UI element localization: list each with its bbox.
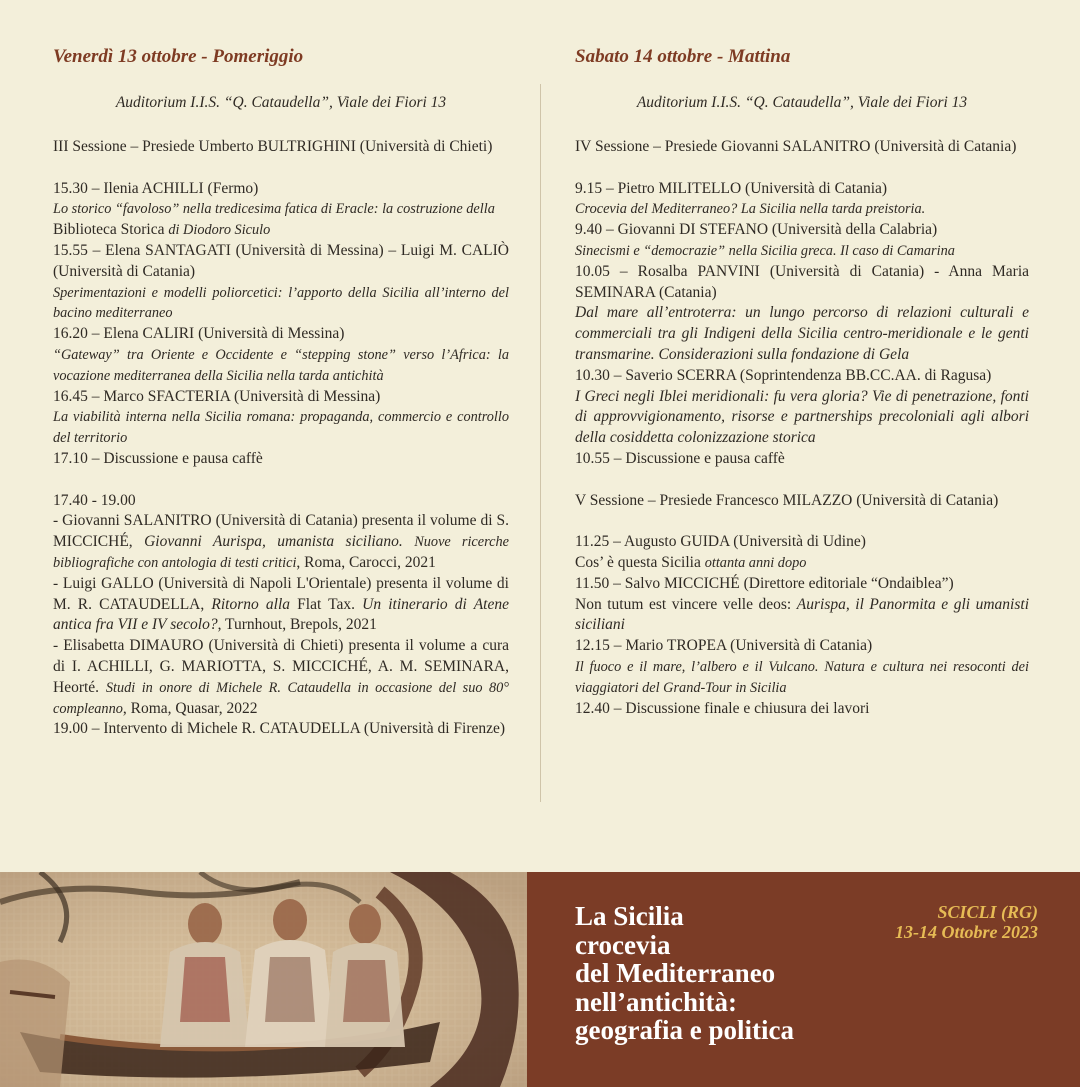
text-segment: 17.40 - 19.00 — [53, 491, 136, 509]
text-segment: Un itinerario di Atene antica fra VII e IV secolo? — [53, 595, 509, 634]
program-line — [575, 595, 1029, 637]
text-segment: La viabilità interna nella Sicilia romana: propaganda, commercio e controllo del territorio — [53, 409, 509, 447]
spacer — [53, 158, 509, 179]
conference-title — [575, 902, 875, 1045]
text-segment: - Luigi GALLO (Università di Napoli L'Orientale) presenta il volume di M. R. CATAUDELLA, — [53, 574, 509, 613]
text-segment: - Giovanni SALANITRO (Università di Catania) presenta il volume di S. MICCICHÉ, — [53, 512, 509, 551]
program-line — [53, 241, 509, 283]
text-segment: , Roma, Carocci, 2021 — [296, 553, 436, 571]
program-saturday — [575, 137, 1029, 719]
text-segment: Lo storico “favoloso” nella tredicesima fatica di Eracle: la costruzione della — [53, 201, 495, 218]
title-line: nell’antichità: — [575, 986, 737, 1017]
text-segment: Biblioteca Storica — [53, 221, 169, 239]
program-line — [53, 283, 509, 325]
program-line — [575, 137, 1029, 158]
text-segment: 10.30 – Saverio SCERRA (Soprintendenza BB.CC.AA. di Ragusa) — [575, 366, 992, 384]
text-segment: Flat Tax. — [290, 595, 363, 613]
program-line — [575, 179, 1029, 200]
program-line — [575, 199, 1029, 220]
program-line — [575, 553, 1029, 574]
program-line — [53, 636, 509, 719]
text-segment: 11.50 – Salvo MICCICHÉ (Direttore editoriale “Ondaiblea”) — [575, 574, 954, 592]
text-segment: Aurispa, il Panormita e gli umanisti siciliani — [575, 595, 1029, 634]
program-line — [575, 699, 1029, 720]
text-segment: Giovanni Aurispa, umanista siciliano. — [144, 533, 403, 551]
text-segment: I Greci negli Iblei meridionali: fu vera gloria? Vie di penetrazione, fonti di approvvigionamento, risorse e partnerships precoloniali agli albori della cosiddetta colonizzazione storica — [575, 387, 1029, 447]
venue-saturday: Auditorium I.I.S. “Q. Cataudella”, Viale dei Fiori 13 — [636, 94, 968, 111]
program-line — [53, 220, 509, 241]
program-line — [575, 262, 1029, 304]
program-line — [53, 345, 509, 387]
program-line — [53, 407, 509, 449]
venue-friday: Auditorium I.I.S. “Q. Cataudella”, Viale dei Fiori 13 — [115, 94, 447, 111]
text-segment: 15.30 – Ilenia ACHILLI (Fermo) — [53, 179, 259, 197]
text-segment: 9.40 – Giovanni DI STEFANO (Università della Calabria) — [575, 221, 938, 239]
text-segment: 10.05 – Rosalba PANVINI (Università di Catania) - Anna Maria SEMINARA (Catania) — [575, 262, 1029, 301]
text-segment: V Sessione – Presiede Francesco MILAZZO (Università di Catania) — [575, 491, 999, 509]
text-segment: 9.15 – Pietro MILITELLO (Università di Catania) — [575, 179, 888, 197]
text-segment: Sinecismi e “democrazie” nella Sicilia greca. Il caso di Camarina — [575, 242, 955, 259]
text-segment: ottanta anni dopo — [704, 554, 807, 571]
program-line — [53, 387, 509, 408]
program-line — [53, 179, 509, 200]
text-segment: 19.00 – Intervento di Michele R. CATAUDELLA (Università di Firenze) — [53, 720, 506, 738]
text-segment: Studi in onore di Michele R. Cataudella in occasione del suo 80° compleanno — [53, 679, 509, 717]
program-line — [575, 636, 1029, 657]
mosaic-image — [0, 872, 527, 1087]
text-segment: 12.40 – Discussione finale e chiusura dei lavori — [575, 699, 870, 717]
program-line — [575, 449, 1029, 470]
text-segment: 16.45 – Marco SFACTERIA (Università di Messina) — [53, 387, 381, 405]
title-panel — [527, 872, 1080, 1087]
program-line — [575, 532, 1029, 553]
spacer — [575, 470, 1029, 491]
text-segment: Il fuoco e il mare, l’albero e il Vulcano. Natura e cultura nei resoconti dei viaggiatori del Grand-Tour in Sicilia — [575, 658, 1029, 696]
title-line: del Mediterraneo — [575, 958, 776, 988]
column-divider — [540, 84, 541, 802]
text-segment: di Diodoro Siculo — [168, 222, 271, 239]
text-segment: Sperimentazioni e modelli poliorcetici: l’apporto della Sicilia all’interno del bacino mediterraneo — [53, 284, 509, 322]
spacer — [53, 470, 509, 491]
text-segment: 17.10 – Discussione e pausa caffè — [53, 449, 263, 467]
program-line — [575, 387, 1029, 449]
text-segment: III Sessione – Presiede Umberto BULTRIGHINI (Università di Chieti) — [53, 138, 493, 155]
program-line — [575, 491, 1029, 512]
text-segment — [403, 533, 414, 550]
place: SCICLI (RG) — [937, 902, 1038, 922]
program-line — [53, 324, 509, 345]
text-segment: IV Sessione – Presiede Giovanni SALANITRO (Università di Catania) — [575, 138, 1017, 155]
program-line — [575, 220, 1029, 241]
title-line: crocevia — [575, 929, 671, 960]
text-segment: , Roma, Quasar, 2022 — [122, 699, 258, 717]
text-segment: 15.55 – Elena SANTAGATI (Università di Messina) – Luigi M. CALIÒ (Università di Catania) — [53, 241, 509, 280]
text-segment: 11.25 – Augusto GUIDA (Università di Udine) — [575, 533, 866, 551]
program-line — [575, 303, 1029, 365]
text-segment: Ritorno alla — [211, 595, 291, 613]
day-title-friday: Venerdì 13 ottobre - Pomeriggio — [53, 46, 304, 67]
program-line — [53, 574, 509, 636]
program-line — [575, 366, 1029, 387]
program-line — [53, 719, 509, 740]
text-segment: 12.15 – Mario TROPEA (Università di Catania) — [575, 637, 873, 655]
program-line — [53, 511, 509, 573]
text-segment: “Gateway” tra Oriente e Occidente e “stepping stone” verso l’Africa: la vocazione mediterranea della Sicilia nella tarda antichità — [53, 346, 509, 384]
program-line — [575, 657, 1029, 699]
text-segment: Nuove ricerche bibliografiche con antologia di testi critici — [53, 534, 509, 571]
spacer — [575, 511, 1029, 532]
text-segment: Dal mare all’entroterra: un lungo percorso di relazioni culturali e commerciali tra gli Indigeni della Sicilia centro-meridionale e le genti transmarine. Considerazioni sulla fondazione di Gela — [575, 304, 1029, 363]
program-line — [53, 137, 509, 158]
text-segment: 16.20 – Elena CALIRI (Università di Messina) — [53, 325, 345, 343]
dates: 13-14 Ottobre 2023 — [895, 922, 1038, 942]
place-and-dates — [838, 902, 1038, 942]
text-segment: 10.55 – Discussione e pausa caffè — [575, 449, 785, 467]
program-line — [575, 574, 1029, 595]
program-line — [575, 241, 1029, 262]
footer-banner — [0, 872, 1080, 1087]
program-line — [53, 449, 509, 470]
spacer — [575, 158, 1029, 179]
text-segment: - Elisabetta DIMAURO (Università di Chieti) presenta il volume a cura di I. ACHILLI, G. MARIOTTA, S. MICCICHÉ, A. M. SEMINARA, Heorté. — [53, 637, 509, 696]
program-line — [53, 199, 509, 220]
text-segment: Cos’ è questa Sicilia — [575, 553, 705, 571]
title-line: La Sicilia — [575, 901, 684, 931]
day-title-saturday: Sabato 14 ottobre - Mattina — [575, 46, 791, 67]
program-friday — [53, 137, 509, 740]
text-segment: , Turnhout, Brepols, 2021 — [217, 616, 377, 634]
text-segment: Crocevia del Mediterraneo? La Sicilia nella tarda preistoria. — [575, 201, 926, 218]
text-segment: Non tutum est vincere velle deos: — [575, 595, 797, 613]
title-line: geografia e politica — [575, 1015, 794, 1045]
program-line — [53, 491, 509, 512]
